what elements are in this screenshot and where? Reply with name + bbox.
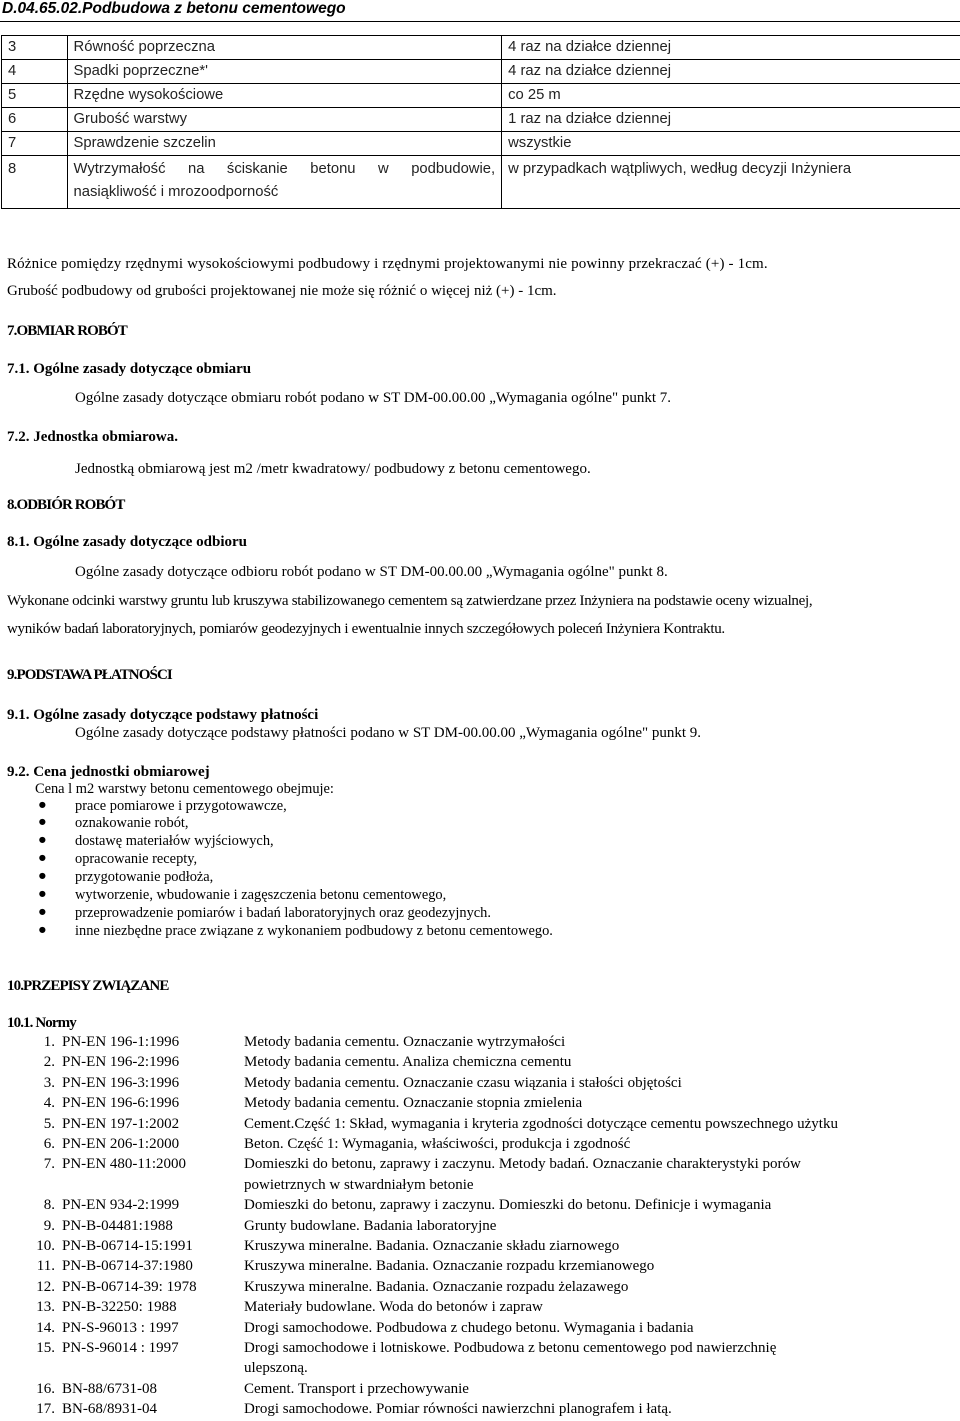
- norm-description: Beton. Część 1: Wymagania, właściwości, produkcja i zgodność: [244, 1136, 631, 1152]
- section-7-2-title: 7.2. Jednostka obmiarowa.: [7, 429, 178, 445]
- list-item: prace pomiarowe i przygotowawcze,: [75, 798, 287, 814]
- norm-description: Cement.Część 1: Skład, wymagania i kryteria zgodności dotyczące cementu powszechnego użytku: [244, 1115, 838, 1132]
- table-cell-num: 4: [2, 60, 68, 84]
- section-7-1-title: 7.1. Ogólne zasady dotyczące obmiaru: [7, 361, 252, 377]
- norm-code: PN-EN 480-11:2000: [62, 1156, 187, 1173]
- norm-description: Drogi samochodowe. Podbudowa z chudego betonu. Wymagania i badania: [244, 1319, 694, 1336]
- norm-code: PN-B-06714-39: 1978: [62, 1278, 197, 1295]
- norm-code: PN-EN 196-1:1996: [62, 1034, 180, 1050]
- list-item: przygotowanie podłoża,: [75, 869, 214, 885]
- bullet-marker: ●: [38, 832, 47, 848]
- section-7-1-text: Ogólne zasady dotyczące obmiaru robót podano w ST DM-00.00.00 „Wymagania ogólne" punkt 7.: [75, 390, 672, 406]
- section-10-1-title: 10.1. Normy: [7, 1015, 76, 1031]
- norm-number: 16.: [36, 1380, 55, 1397]
- norm-description: Metody badania cementu. Oznaczanie stopnia zmielenia: [244, 1095, 583, 1112]
- norm-code: PN-B-04481:1988: [62, 1217, 173, 1234]
- paragraph-tolerance-thickness: Grubość podbudowy od grubości projektowanej nie może się różnić o więcej niż (+) - 1cm.: [7, 283, 557, 299]
- norm-description-continued: ulepszoną.: [244, 1360, 308, 1377]
- norm-code: PN-EN 196-2:1996: [62, 1054, 180, 1071]
- list-item: inne niezbędne prace związane z wykonaniem podbudowy z betonu cementowego.: [75, 923, 553, 939]
- table-row: [2, 108, 960, 132]
- table-cell-num: 8: [2, 156, 68, 209]
- norm-number: 7.: [43, 1156, 55, 1173]
- norm-description: Domieszki do betonu, zaprawy i zaczynu. Metody badań. Oznaczanie charakterystyki porów: [244, 1156, 801, 1173]
- norm-description: Drogi samochodowe i lotniskowe. Podbudowa z betonu cementowego pod nawierzchnię: [244, 1340, 777, 1356]
- list-item: dostawę materiałów wyjściowych,: [75, 833, 274, 849]
- norm-number: 10.: [36, 1238, 55, 1254]
- section-7-2-text: Jednostką obmiarową jest m2 /metr kwadratowy/ podbudowy z betonu cementowego.: [75, 461, 591, 477]
- section-9-2-intro: Cena l m2 warstwy betonu cementowego obejmuje:: [35, 781, 334, 797]
- norm-code: BN-68/8931-04: [62, 1401, 157, 1418]
- table-row: [2, 84, 960, 108]
- norm-number: 11.: [36, 1258, 55, 1275]
- list-item: przeprowadzenie pomiarów i badań laboratoryjnych oraz geodezyjnych.: [75, 905, 491, 921]
- norm-number: 14.: [36, 1319, 55, 1336]
- norm-code: PN-EN 196-3:1996: [62, 1074, 180, 1091]
- norm-code: PN-EN 196-6:1996: [62, 1095, 180, 1112]
- bullet-marker: ●: [38, 868, 47, 884]
- table-cell-num: 5: [2, 84, 68, 108]
- page-header-title: D.04.65.02.Podbudowa z betonu cementowego: [2, 0, 346, 17]
- bullet-marker: ●: [38, 904, 47, 920]
- norm-number: 9.: [43, 1217, 55, 1234]
- list-item: oznakowanie robót,: [75, 815, 189, 831]
- norm-description: Kruszywa mineralne. Badania. Oznaczanie rozpadu krzemianowego: [244, 1258, 655, 1275]
- bullet-marker: ●: [38, 922, 47, 938]
- table-cell-item: Spadki poprzeczne*': [67, 60, 502, 84]
- norm-description-continued: powietrznych w stwardniałym betonie: [244, 1176, 474, 1193]
- norm-description: Metody badania cementu. Analiza chemiczna cementu: [244, 1054, 572, 1071]
- norm-number: 1.: [43, 1034, 55, 1050]
- table-cell-item-line1: Wytrzymałość na ściskanie betonu w podbudowie,: [73, 161, 496, 177]
- bullet-marker: ●: [38, 814, 47, 830]
- norm-description: Domieszki do betonu, zaprawy i zaczynu. Domieszki do betonu. Definicje i wymagania: [244, 1197, 772, 1214]
- control-table: [1, 35, 960, 209]
- norm-number: 13.: [36, 1299, 55, 1316]
- table-cell-item: [67, 156, 502, 209]
- table-row: [2, 156, 960, 209]
- table-row: [2, 36, 960, 60]
- table-cell-num: 6: [2, 108, 68, 132]
- bullet-marker: ●: [38, 797, 47, 813]
- section-8-title: 8.ODBIÓR ROBÓT: [7, 497, 125, 513]
- list-item: opracowanie recepty,: [75, 851, 198, 867]
- norm-code: PN-S-96013 : 1997: [62, 1319, 179, 1336]
- norm-description: Materiały budowlane. Woda do betonów i zapraw: [244, 1299, 543, 1316]
- section-9-2-title: 9.2. Cena jednostki obmiarowej: [7, 764, 210, 780]
- norm-description: Drogi samochodowe. Pomiar równości nawierzchni planografem i łatą.: [244, 1401, 672, 1418]
- list-item: wytworzenie, wbudowanie i zagęszczenia betonu cementowego,: [75, 887, 447, 903]
- section-8-paragraph-line1: Wykonane odcinki warstwy gruntu lub kruszywa stabilizowanego cementem są zatwierdzane przez Inżyniera na podstawie oceny wizualnej,: [7, 593, 813, 609]
- norm-number: 5.: [43, 1115, 55, 1132]
- table-cell-item: Grubość warstwy: [67, 108, 502, 132]
- section-9-1-text: Ogólne zasady dotyczące podstawy płatności podano w ST DM-00.00.00 „Wymagania ogólne" punkt 9.: [75, 725, 702, 741]
- norm-description: Cement. Transport i przechowywanie: [244, 1380, 469, 1397]
- norm-code: PN-B-06714-37:1980: [62, 1258, 193, 1275]
- table-row: [2, 60, 960, 84]
- table-cell-item-line2: nasiąkliwość i mrozoodporność: [73, 184, 279, 200]
- table-cell-freq: co 25 m: [502, 84, 960, 108]
- norm-number: 3.: [43, 1074, 55, 1091]
- table-cell-freq: wszystkie: [502, 132, 960, 156]
- norm-number: 15.: [36, 1340, 55, 1356]
- norm-description: Kruszywa mineralne. Badania. Oznaczanie składu ziarnowego: [244, 1238, 620, 1254]
- table-cell-item: Rzędne wysokościowe: [67, 84, 502, 108]
- norm-code: PN-EN 197-1:2002: [62, 1115, 180, 1132]
- table-cell-freq: 1 raz na działce dziennej: [502, 108, 960, 132]
- section-7-title: 7.OBMIAR ROBÓT: [7, 323, 127, 339]
- section-8-paragraph-line2: wyników badań laboratoryjnych, pomiarów geodezyjnych i ewentualnie innych szczegółowych poleceń Inżyniera Kontraktu.: [7, 621, 725, 637]
- norm-number: 4.: [43, 1095, 55, 1112]
- norm-code: PN-B-32250: 1988: [62, 1299, 177, 1316]
- norm-code: PN-EN 206-1:2000: [62, 1136, 180, 1152]
- norm-code: PN-B-06714-15:1991: [62, 1238, 193, 1254]
- table-cell-item: Równość poprzeczna: [67, 36, 502, 60]
- table-row: [2, 132, 960, 156]
- section-8-1-title: 8.1. Ogólne zasady dotyczące odbioru: [7, 534, 247, 550]
- paragraph-tolerance-levels: Różnice pomiędzy rzędnymi wysokościowymi podbudowy i rzędnymi projektowanymi nie powinny przekraczać (+) - 1cm.: [7, 256, 768, 272]
- norm-description: Metody badania cementu. Oznaczanie wytrzymałości: [244, 1034, 566, 1050]
- table-cell-freq: 4 raz na działce dziennej: [502, 60, 960, 84]
- norm-code: PN-EN 934-2:1999: [62, 1197, 180, 1214]
- norm-number: 12.: [36, 1278, 55, 1295]
- norm-description: Kruszywa mineralne. Badania. Oznaczanie rozpadu żelazawego: [244, 1278, 629, 1295]
- norm-number: 6.: [43, 1136, 55, 1152]
- table-cell-freq: w przypadkach wątpliwych, według decyzji Inżyniera: [502, 156, 960, 209]
- norm-number: 8.: [43, 1197, 55, 1214]
- section-9-title: 9.PODSTAWA PŁATNOŚCI: [7, 667, 172, 683]
- table-cell-num: 7: [2, 132, 68, 156]
- header-rule: [0, 21, 960, 22]
- norm-number: 17.: [36, 1401, 55, 1418]
- table-cell-num: 3: [2, 36, 68, 60]
- section-10-title: 10.PRZEPISY ZWIĄZANE: [7, 978, 169, 994]
- section-9-1-title: 9.1. Ogólne zasady dotyczące podstawy płatności: [7, 707, 319, 723]
- norm-code: BN-88/6731-08: [62, 1380, 157, 1397]
- norm-description: Grunty budowlane. Badania laboratoryjne: [244, 1217, 497, 1234]
- table-cell-item: Sprawdzenie szczelin: [67, 132, 502, 156]
- norm-code: PN-S-96014 : 1997: [62, 1340, 179, 1356]
- bullet-marker: ●: [38, 886, 47, 902]
- norm-number: 2.: [43, 1054, 55, 1071]
- table-cell-freq: 4 raz na działce dziennej: [502, 36, 960, 60]
- bullet-marker: ●: [38, 850, 47, 866]
- section-8-1-text: Ogólne zasady dotyczące odbioru robót podano w ST DM-00.00.00 „Wymagania ogólne" punkt 8.: [75, 564, 668, 580]
- norm-description: Metody badania cementu. Oznaczanie czasu wiązania i stałości objętości: [244, 1074, 682, 1091]
